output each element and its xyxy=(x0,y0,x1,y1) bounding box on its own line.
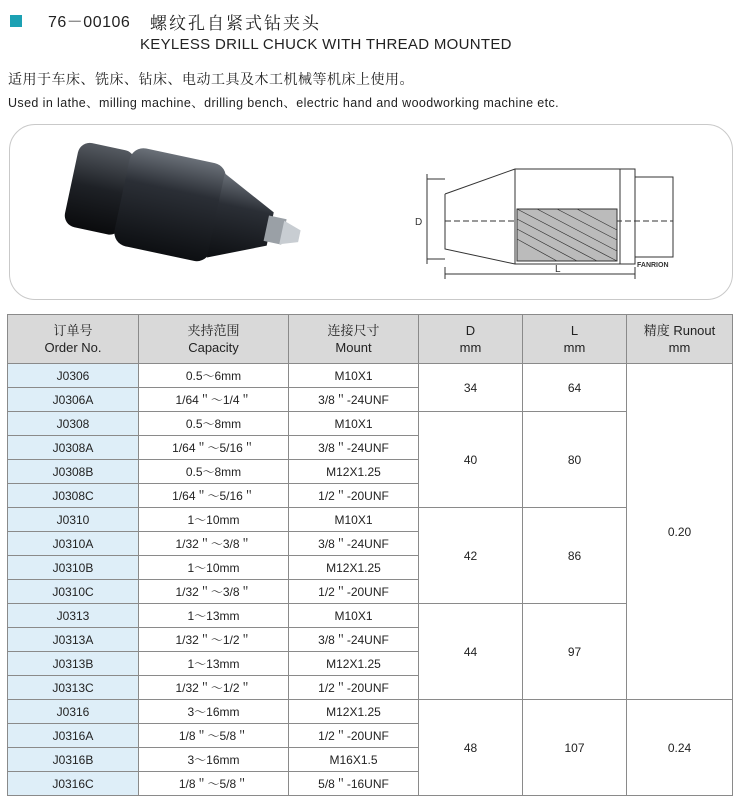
capacity-cell: 1～10mm xyxy=(139,556,289,580)
order-no-cell: J0313 xyxy=(8,604,139,628)
col-order: 订单号 Order No. xyxy=(8,315,139,364)
mount-cell: M10X1 xyxy=(289,364,419,388)
capacity-cell: 1/32＂～1/2＂ xyxy=(139,676,289,700)
order-no-cell: J0306A xyxy=(8,388,139,412)
table-header-row xyxy=(8,315,733,364)
description-en: Used in lathe、milling machine、drilling bench、electric hand and woodworking machine etc. xyxy=(8,96,560,110)
product-title-en: KEYLESS DRILL CHUCK WITH THREAD MOUNTED xyxy=(140,36,512,53)
order-no-cell: J0310 xyxy=(8,508,139,532)
capacity-cell: 0.5～6mm xyxy=(139,364,289,388)
order-no-cell: J0316 xyxy=(8,700,139,724)
mount-cell: 3/8＂-24UNF xyxy=(289,628,419,652)
d-cell: 48 xyxy=(419,700,523,796)
mount-cell: M10X1 xyxy=(289,508,419,532)
order-no-cell: J0316C xyxy=(8,772,139,796)
mount-cell: 1/2＂-20UNF xyxy=(289,724,419,748)
l-cell: 97 xyxy=(523,604,627,700)
order-no-cell: J0310B xyxy=(8,556,139,580)
mount-cell: 3/8＂-24UNF xyxy=(289,532,419,556)
mount-cell: M12X1.25 xyxy=(289,460,419,484)
table-row xyxy=(8,604,733,628)
order-no-cell: J0308 xyxy=(8,412,139,436)
order-no-cell: J0310A xyxy=(8,532,139,556)
order-no-cell: J0313B xyxy=(8,652,139,676)
col-d: D mm xyxy=(419,315,523,364)
capacity-cell: 1/64＂～5/16＂ xyxy=(139,436,289,460)
spec-table xyxy=(7,314,733,796)
capacity-cell: 1/32＂～1/2＂ xyxy=(139,628,289,652)
capacity-cell: 1/64＂～1/4＂ xyxy=(139,388,289,412)
product-image-panel xyxy=(9,124,733,300)
l-cell: 64 xyxy=(523,364,627,412)
capacity-cell: 0.5～8mm xyxy=(139,412,289,436)
capacity-cell: 1/8＂～5/8＂ xyxy=(139,772,289,796)
col-capacity: 夹持范围 Capacity xyxy=(139,315,289,364)
capacity-cell: 1～13mm xyxy=(139,604,289,628)
mount-cell: 3/8＂-24UNF xyxy=(289,388,419,412)
capacity-cell: 1/32＂～3/8＂ xyxy=(139,580,289,604)
capacity-cell: 1/64＂～5/16＂ xyxy=(139,484,289,508)
col-runout: 精度 Runout mm xyxy=(627,315,733,364)
mount-cell: 1/2＂-20UNF xyxy=(289,676,419,700)
table-row xyxy=(8,412,733,436)
capacity-cell: 1～10mm xyxy=(139,508,289,532)
mount-cell: M10X1 xyxy=(289,412,419,436)
order-no-cell: J0316B xyxy=(8,748,139,772)
section-marker-icon xyxy=(10,15,22,27)
d-cell: 42 xyxy=(419,508,523,604)
capacity-cell: 1/8＂～5/8＂ xyxy=(139,724,289,748)
runout-cell: 0.20 xyxy=(627,364,733,700)
mount-cell: 5/8＂-16UNF xyxy=(289,772,419,796)
mount-cell: M12X1.25 xyxy=(289,652,419,676)
order-no-cell: J0308A xyxy=(8,436,139,460)
d-cell: 34 xyxy=(419,364,523,412)
order-no-cell: J0306 xyxy=(8,364,139,388)
order-no-cell: J0313C xyxy=(8,676,139,700)
order-no-cell: J0308B xyxy=(8,460,139,484)
runout-cell: 0.24 xyxy=(627,700,733,796)
dim-l-label: L xyxy=(555,264,561,275)
col-mount: 连接尺寸 Mount xyxy=(289,315,419,364)
mount-cell: M12X1.25 xyxy=(289,556,419,580)
capacity-cell: 0.5～8mm xyxy=(139,460,289,484)
mount-cell: 1/2＂-20UNF xyxy=(289,580,419,604)
description-cn: 适用于车床、铣床、钻床、电动工具及木工机械等机床上使用。 xyxy=(8,71,414,87)
table-row xyxy=(8,700,733,724)
l-cell: 80 xyxy=(523,412,627,508)
page-header xyxy=(10,8,730,60)
product-code: 76－00106 xyxy=(48,14,131,31)
mount-cell: M12X1.25 xyxy=(289,700,419,724)
capacity-cell: 1/32＂～3/8＂ xyxy=(139,532,289,556)
l-cell: 107 xyxy=(523,700,627,796)
mount-cell: 3/8＂-24UNF xyxy=(289,436,419,460)
order-no-cell: J0313A xyxy=(8,628,139,652)
col-l: L mm xyxy=(523,315,627,364)
mount-cell: 1/2＂-20UNF xyxy=(289,484,419,508)
drill-chuck-photo xyxy=(50,137,330,287)
capacity-cell: 1～13mm xyxy=(139,652,289,676)
capacity-cell: 3～16mm xyxy=(139,700,289,724)
product-title-cn: 螺纹孔自紧式钻夹头 xyxy=(150,14,321,33)
d-cell: 40 xyxy=(419,412,523,508)
mount-cell: M10X1 xyxy=(289,604,419,628)
order-no-cell: J0310C xyxy=(8,580,139,604)
technical-drawing xyxy=(405,139,705,289)
order-no-cell: J0308C xyxy=(8,484,139,508)
d-cell: 44 xyxy=(419,604,523,700)
order-no-cell: J0316A xyxy=(8,724,139,748)
brand-mark: FANRION xyxy=(637,262,669,269)
l-cell: 86 xyxy=(523,508,627,604)
dim-d-label: D xyxy=(415,217,423,228)
mount-cell: M16X1.5 xyxy=(289,748,419,772)
table-row xyxy=(8,508,733,532)
capacity-cell: 3～16mm xyxy=(139,748,289,772)
table-row xyxy=(8,364,733,388)
